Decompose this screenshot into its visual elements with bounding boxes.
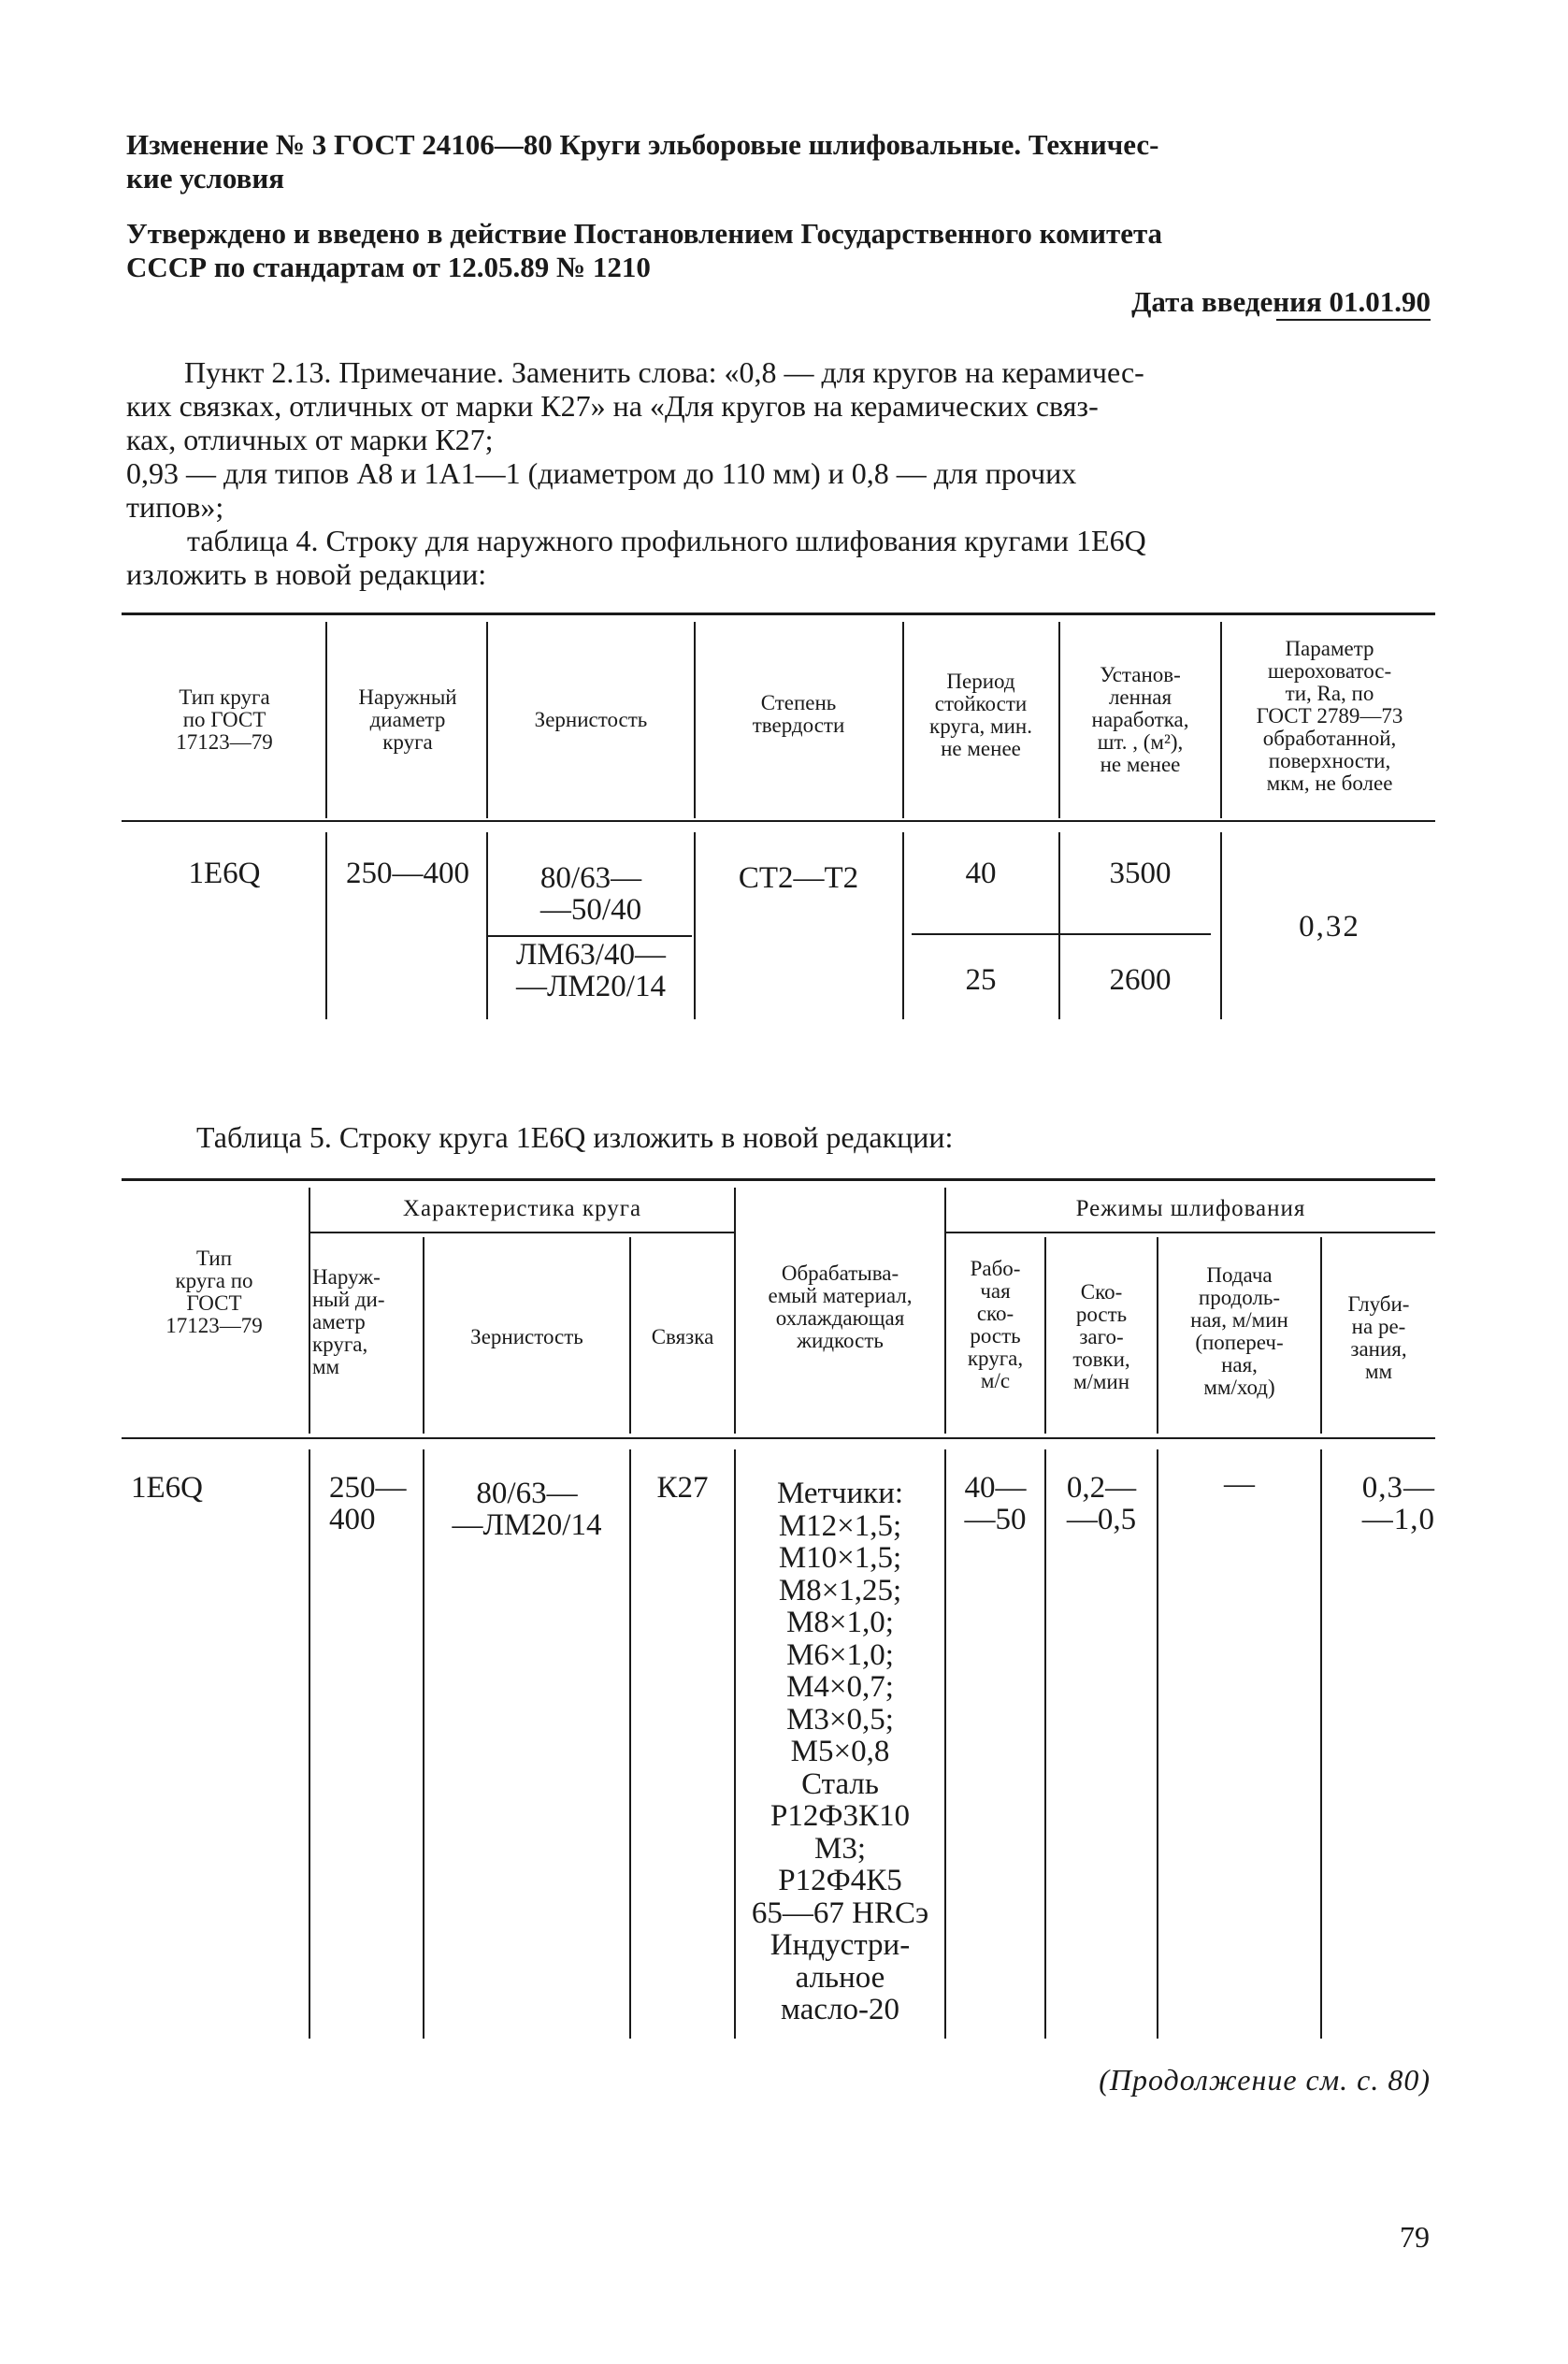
amendment-title: Изменение № 3 ГОСТ 24106—80 Круги эльборовые шлифовальные. Техничес- кие условия xyxy=(126,128,1159,195)
effective-date: Дата введения 01.01.90 xyxy=(1131,285,1431,318)
t5-cell-material: Метчики: М12×1,5; М10×1,5; М8×1,25; М8×1,0; М6×1,0; М4×0,7; М3×0,5; М5×0,8 Сталь Р12Ф3К10 М3; Р12Ф4К5 65—67 HRCэ Индустри- альное масло-20 xyxy=(751,1477,929,2026)
t4-cell-output-1: 3500 xyxy=(1109,857,1172,890)
t4-cell-period-1: 40 xyxy=(965,857,997,890)
t5-cell-grain: 80/63— —ЛМ20/14 xyxy=(452,1477,602,1542)
t4-cell-grain-1: 80/63— —50/40 xyxy=(539,861,642,927)
t5-header-material: Обрабатыва- емый материал, охлаждающая жидкость xyxy=(768,1261,913,1352)
t4-cell-diameter: 250—400 xyxy=(346,857,469,890)
t5-header-wheel-speed: Рабо- чая ско- рость круга, м/с xyxy=(967,1257,1024,1392)
t4-cell-period-2: 25 xyxy=(965,963,997,997)
t4-cell-hardness: СТ2—Т2 xyxy=(738,861,859,895)
t5-cell-workpiece-speed: 0,2— —0,5 xyxy=(1066,1471,1137,1536)
t5-header-workpiece-speed: Ско- рость заго- товки, м/мин xyxy=(1072,1280,1130,1393)
t5-cell-type: 1Е6Q xyxy=(131,1471,203,1505)
t4-header-hardness: Степень твердости xyxy=(752,691,845,737)
page-number: 79 xyxy=(1400,2220,1430,2254)
table-5-intro: Таблица 5. Строку круга 1Е6Q изложить в новой редакции: xyxy=(196,1120,954,1154)
t5-group-characteristics: Характеристика круга xyxy=(402,1196,642,1221)
date-underline xyxy=(1276,319,1431,321)
continuation-note: (Продолжение см. с. 80) xyxy=(1099,2063,1431,2097)
t5-header-feed: Подача продоль- ная, м/мин (попереч- ная, мм/ход) xyxy=(1190,1263,1288,1399)
t4-header-period: Период стойкости круга, мин. не менее xyxy=(929,670,1032,760)
t5-cell-feed: — xyxy=(1224,1467,1255,1501)
approval-text: Утверждено и введено в действие Постановлением Государственного комитета СССР по стандартам от 12.05.89 № 1210 xyxy=(126,217,1163,283)
t5-group-modes: Режимы шлифования xyxy=(1075,1196,1306,1221)
t4-header-diameter: Наружный диаметр круга xyxy=(358,685,457,754)
t5-header-type: Тип круга по ГОСТ 17123—79 xyxy=(165,1247,263,1337)
t5-header-depth: Глуби- на ре- зания, мм xyxy=(1347,1292,1410,1383)
t5-cell-bond: К27 xyxy=(656,1471,709,1505)
t4-cell-grain-2: ЛМ63/40— —ЛМ20/14 xyxy=(516,938,666,1003)
t4-header-grain: Зернистость xyxy=(534,708,648,731)
t5-cell-depth: 0,3— —1,0 xyxy=(1361,1471,1435,1536)
t4-cell-roughness: 0,32 xyxy=(1299,910,1360,944)
t5-header-bond: Связка xyxy=(651,1325,714,1348)
t4-header-roughness: Параметр шероховатос- ти, Ra, по ГОСТ 2789—73 обработанной, поверхности, мкм, не более xyxy=(1256,637,1403,795)
t5-header-diameter: Наруж- ный ди- аметр круга, мм xyxy=(312,1265,385,1378)
t4-header-type: Тип круга по ГОСТ 17123—79 xyxy=(176,685,273,754)
t4-cell-type: 1Е6Q xyxy=(188,857,261,890)
paragraph-2-13: Пункт 2.13. Примечание. Заменить слова: «0,8 — для кругов на керамичес- ких связках, отличных от марки К27» на «Для кругов на керамических связ- ках, отличных от марки К27; 0,93 — для типов А8 и 1А1—1 (диаметром до 110 мм) и 0,8 — для прочих типов»; таблица 4. Строку для наружного профильного шлифования кругами 1Е6Q изложить в новой редакции: xyxy=(126,355,1146,591)
t5-header-grain: Зернистость xyxy=(470,1325,583,1348)
t5-cell-wheel-speed: 40— —50 xyxy=(964,1471,1027,1536)
t5-cell-diameter: 250— 400 xyxy=(329,1471,407,1536)
t4-cell-output-2: 2600 xyxy=(1109,963,1172,997)
t4-header-output: Установ- ленная наработка, шт. , (м²), не менее xyxy=(1091,663,1189,776)
